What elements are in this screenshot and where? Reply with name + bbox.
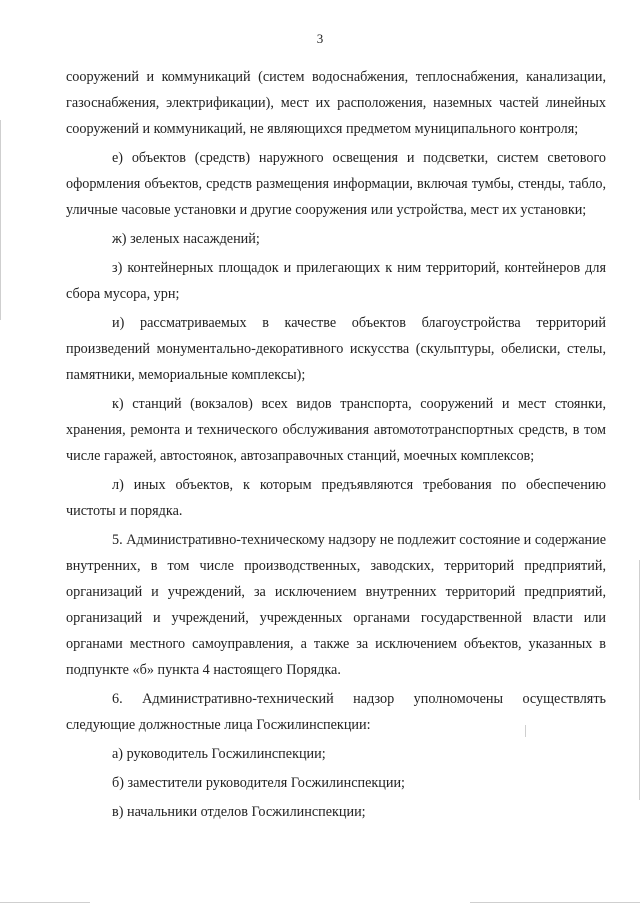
paragraph-item-i: и) рассматриваемых в качестве объектов благоустройства территорий произведений монументально-декоративного искусства (скульптуры, обелиски, стелы, памятники, мемориальные комплексы); — [66, 315, 606, 383]
paragraph-item-z: з) контейнерных площадок и прилегающих к ним территорий, контейнеров для сбора мусора, урн; — [66, 260, 606, 302]
scan-dot — [525, 725, 526, 737]
paragraph-item-k: к) станций (вокзалов) всех видов транспорта, сооружений и мест стоянки, хранения, ремонта и технического обслуживания автомототранспортных средств, в том числе гаражей, автостоянок, автозаправочных станций, моечных комплексов; — [66, 396, 606, 464]
paragraph-item-a: а) руководитель Госжилинспекции; — [112, 746, 326, 762]
paragraph-clause-6: 6. Административно-технический надзор уполномочены осуществлять следующие должностные лица Госжилинспекции: — [66, 691, 606, 733]
paragraph-clause-5: 5. Административно-техническому надзору не подлежит состояние и содержание внутренних, в том числе производственных, заводских, территорий предприятий, организаций и учреждений, за исключением внутренних территорий предприятий, организаций и учреждений, учрежденных органами государственной власти или органами местного самоуправления, а также за исключением объектов, указанных в подпункте «б» пункта 4 настоящего Порядка. — [66, 532, 606, 678]
paragraph-item-zh: ж) зеленых насаждений; — [112, 231, 260, 247]
document-body — [66, 64, 606, 828]
paragraph-item-e: е) объектов (средств) наружного освещения и подсветки, систем светового оформления объектов, средств размещения информации, включая тумбы, стенды, табло, уличные часовые установки и другие сооружения или устройства, мест их установки; — [66, 150, 606, 218]
paragraph-item-b: б) заместители руководителя Госжилинспекции; — [112, 775, 405, 791]
paragraph-item-l: л) иных объектов, к которым предъявляются требования по обеспечению чистоты и порядка. — [66, 477, 606, 519]
paragraph-item-v: в) начальники отделов Госжилинспекции; — [112, 804, 366, 820]
scan-edge-mark — [470, 902, 640, 903]
scan-edge-mark — [0, 902, 90, 903]
page-number: 3 — [316, 31, 324, 46]
scan-edge-mark — [0, 120, 1, 320]
paragraph-continuation: сооружений и коммуникаций (систем водоснабжения, теплоснабжения, канализации, газоснабжения, электрификации), мест их расположения, наземных частей линейных сооружений и коммуникаций, не являющихся предметом муниципального контроля; — [66, 69, 606, 137]
